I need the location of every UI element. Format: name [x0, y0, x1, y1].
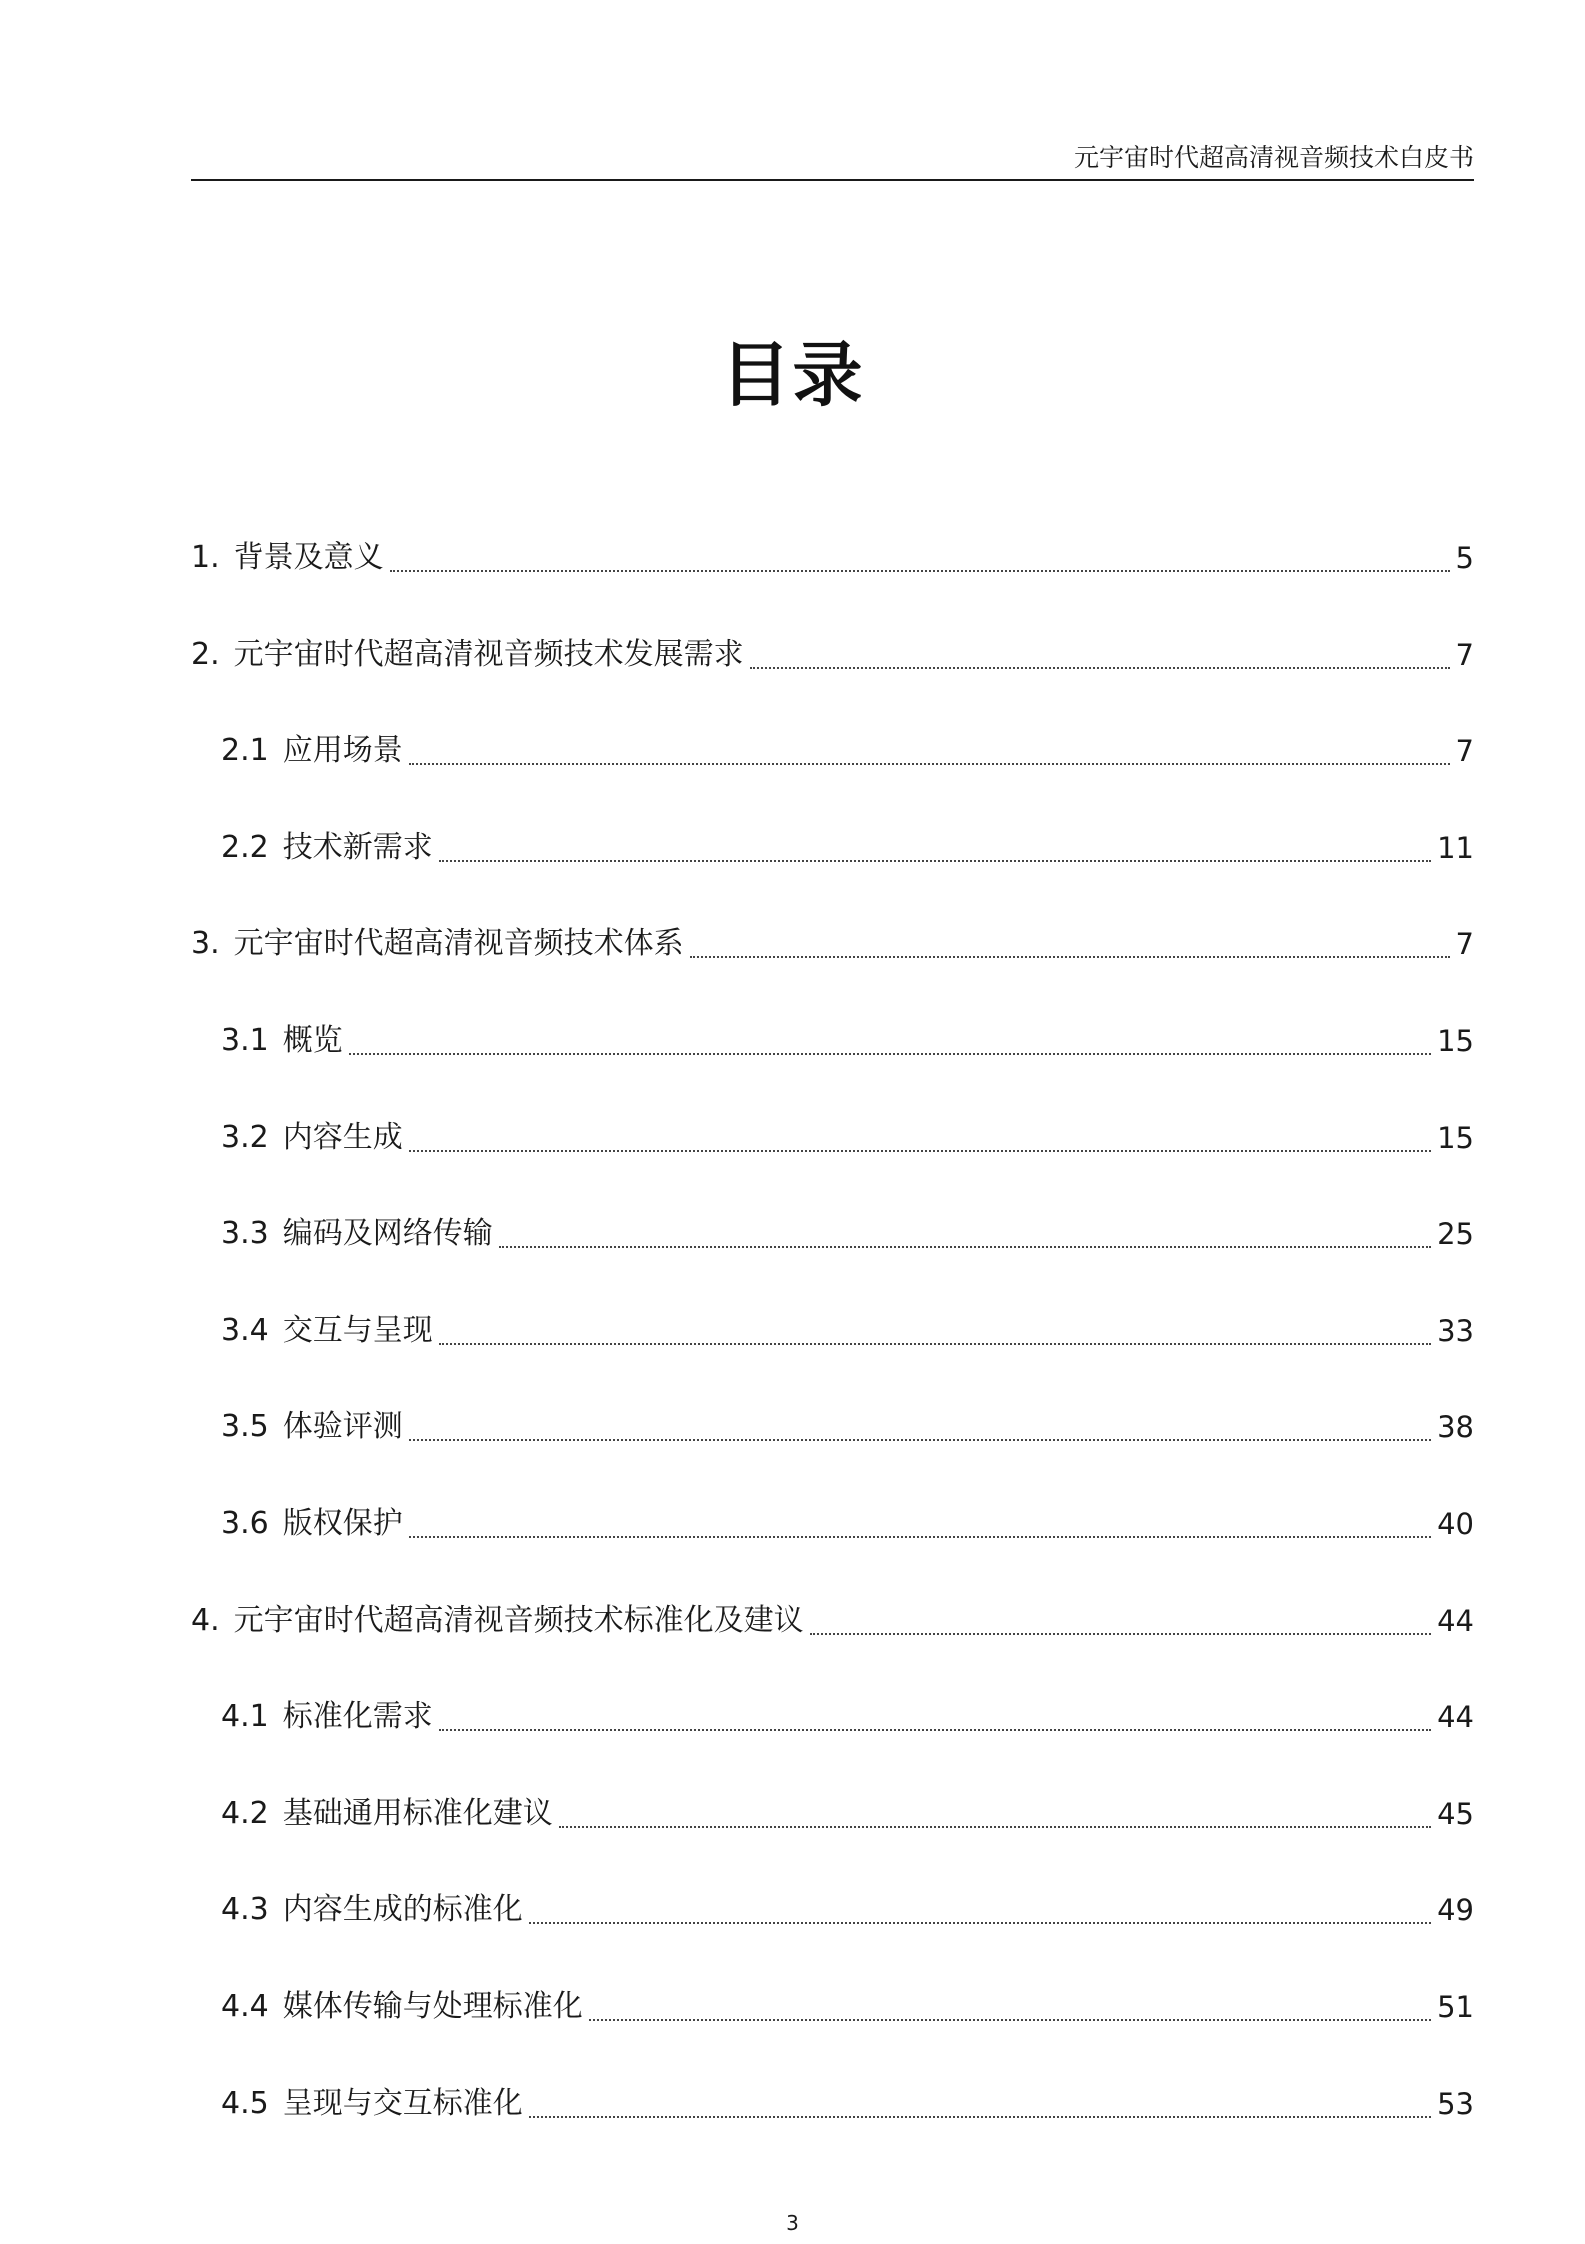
- toc-entry[interactable]: [191, 627, 1474, 724]
- toc-entry-page: 45: [1437, 1796, 1474, 1831]
- toc-dot-leader: [349, 1053, 1431, 1055]
- toc-entry-title: 标准化需求: [282, 1699, 433, 1735]
- toc-dot-leader: [529, 2116, 1431, 2118]
- toc-entry[interactable]: [191, 1979, 1474, 2076]
- toc-dot-leader: [409, 763, 1450, 765]
- running-header: 元宇宙时代超高清视音频技术白皮书: [1073, 143, 1474, 172]
- toc-dot-leader: [439, 860, 1431, 862]
- toc-entry-number: 4.1: [221, 1699, 269, 1735]
- toc-entry-page: 7: [1455, 734, 1474, 769]
- toc-entry-number: 4.2: [221, 1795, 269, 1831]
- toc-dot-leader: [390, 570, 1450, 572]
- toc-entry-title: 呈现与交互标准化: [282, 2085, 523, 2121]
- toc-entry-title: 媒体传输与处理标准化: [282, 1988, 583, 2024]
- toc-entry[interactable]: [191, 1496, 1474, 1593]
- toc-entry-number: 3.4: [221, 1312, 269, 1348]
- toc-entry[interactable]: [191, 1110, 1474, 1207]
- toc-entry-number: 2.1: [221, 733, 269, 769]
- toc-entry-page: 49: [1437, 1893, 1474, 1928]
- header-rule: [191, 179, 1474, 181]
- toc-entry-title: 基础通用标准化建议: [282, 1795, 553, 1831]
- toc-entry-number: 3.6: [221, 1505, 269, 1541]
- toc-entry-number: 3.3: [221, 1216, 269, 1252]
- toc-entry[interactable]: [191, 820, 1474, 917]
- toc-entry[interactable]: [191, 1399, 1474, 1496]
- toc-entry-number: 2.2: [221, 829, 269, 865]
- toc-entry-page: 44: [1437, 1700, 1474, 1735]
- toc-entry-page: 33: [1437, 1313, 1474, 1348]
- toc-entry-title: 编码及网络传输: [282, 1216, 493, 1252]
- toc-dot-leader: [589, 2019, 1431, 2021]
- toc-entry-title: 应用场景: [282, 733, 403, 769]
- toc-entry-page: 51: [1437, 1989, 1474, 2024]
- toc-dot-leader: [559, 1826, 1431, 1828]
- toc-entry-title: 概览: [282, 1022, 343, 1058]
- toc-entry-number: 1.: [191, 540, 220, 575]
- toc-dot-leader: [529, 1922, 1431, 1924]
- toc-entry[interactable]: [191, 723, 1474, 820]
- toc-entry-title: 元宇宙时代超高清视音频技术发展需求: [233, 636, 744, 672]
- toc-entry-title: 交互与呈现: [282, 1312, 433, 1348]
- toc-dot-leader: [439, 1343, 1431, 1345]
- toc-entry-number: 4.: [191, 1602, 220, 1638]
- toc-entry-title: 技术新需求: [282, 829, 433, 865]
- toc-dot-leader: [439, 1729, 1431, 1731]
- toc-entry[interactable]: [191, 530, 1474, 627]
- toc-dot-leader: [810, 1633, 1431, 1635]
- toc-entry-page: 38: [1437, 1410, 1474, 1445]
- toc-entry-number: 4.5: [221, 2085, 269, 2121]
- toc-entry-title: 背景及意义: [233, 540, 384, 575]
- toc-entry-page: 11: [1437, 830, 1474, 865]
- toc-entry-number: 4.3: [221, 1892, 269, 1928]
- toc-entry-page: 15: [1437, 1120, 1474, 1155]
- toc-title: 目录: [720, 334, 865, 416]
- toc-entry-page: 44: [1437, 1603, 1474, 1638]
- toc-entry-number: 3.2: [221, 1119, 269, 1155]
- toc-entry[interactable]: [191, 1786, 1474, 1883]
- toc-dot-leader: [409, 1536, 1431, 1538]
- toc-entry[interactable]: [191, 1593, 1474, 1690]
- toc-entry-title: 体验评测: [282, 1409, 403, 1445]
- toc-entry-page: 15: [1437, 1023, 1474, 1058]
- table-of-contents: [191, 530, 1474, 2172]
- toc-entry-title: 元宇宙时代超高清视音频技术标准化及建议: [233, 1602, 804, 1638]
- toc-entry-number: 3.1: [221, 1022, 269, 1058]
- toc-entry-page: 25: [1437, 1217, 1474, 1252]
- toc-entry[interactable]: [191, 2076, 1474, 2173]
- toc-dot-leader: [499, 1246, 1431, 1248]
- toc-entry[interactable]: [191, 1206, 1474, 1303]
- toc-entry-page: 7: [1455, 927, 1474, 962]
- toc-entry-title: 版权保护: [282, 1505, 403, 1541]
- toc-entry-title: 内容生成: [282, 1119, 403, 1155]
- toc-entry-page: 5: [1455, 541, 1474, 575]
- toc-entry[interactable]: [191, 1689, 1474, 1786]
- toc-entry[interactable]: [191, 1303, 1474, 1400]
- toc-entry-number: 4.4: [221, 1988, 269, 2024]
- toc-entry[interactable]: [191, 916, 1474, 1013]
- toc-dot-leader: [409, 1150, 1431, 1152]
- toc-entry-page: 7: [1455, 637, 1474, 672]
- toc-entry-title: 元宇宙时代超高清视音频技术体系: [233, 926, 684, 962]
- toc-dot-leader: [750, 667, 1450, 669]
- toc-entry-number: 2.: [191, 636, 220, 672]
- toc-entry-title: 内容生成的标准化: [282, 1892, 523, 1928]
- toc-entry-page: 40: [1437, 1506, 1474, 1541]
- toc-entry[interactable]: [191, 1013, 1474, 1110]
- toc-dot-leader: [690, 956, 1450, 958]
- page-number: 3: [786, 2211, 799, 2235]
- toc-dot-leader: [409, 1439, 1431, 1441]
- toc-entry-page: 53: [1437, 2086, 1474, 2121]
- toc-entry-number: 3.5: [221, 1409, 269, 1445]
- toc-entry-number: 3.: [191, 926, 220, 962]
- toc-entry[interactable]: [191, 1882, 1474, 1979]
